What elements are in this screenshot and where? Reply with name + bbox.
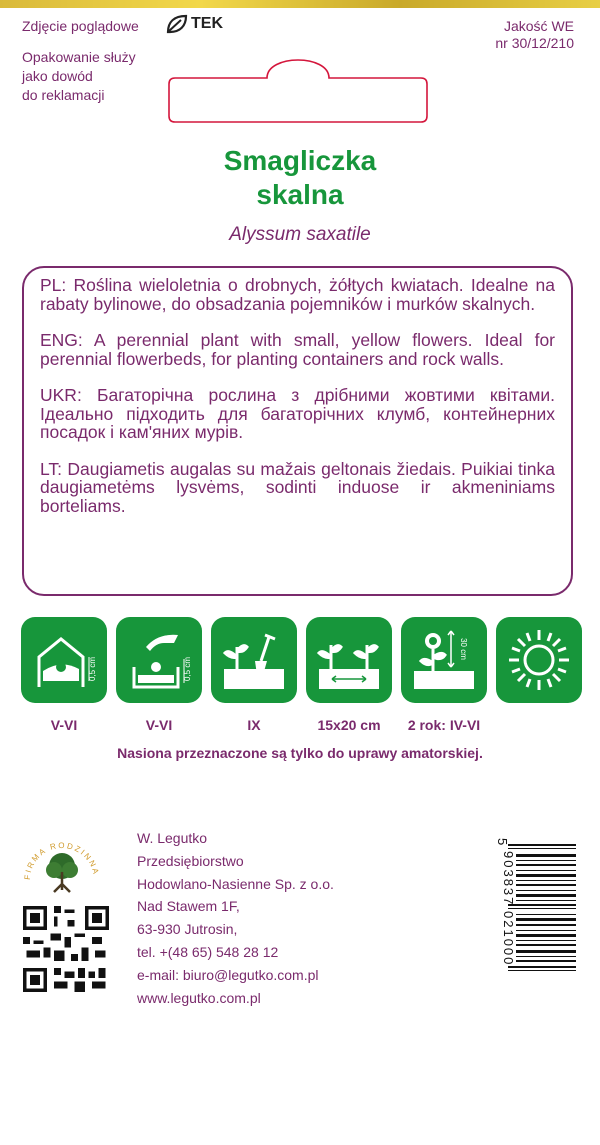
indoor-sowing-icon <box>116 617 202 703</box>
description-pl: PL: Roślina wieloletnia o drobnych, żółtych kwiatach. Idealne na rabaty bylinowe, do obsadzania pojemników i murków skalnych. <box>40 275 555 314</box>
sowing-depth-text: 0,5 cm <box>183 656 192 682</box>
top-photo-strip <box>0 0 600 8</box>
icon-label: V-VI <box>145 717 173 733</box>
address-line: 63-930 Jutrosin, <box>137 921 238 938</box>
icon-label: V-VI <box>50 717 78 733</box>
plant-spacing-icon <box>306 617 392 703</box>
address-line: Nad Stawem 1F, <box>137 898 240 915</box>
quality-line: Jakość WE <box>503 18 574 34</box>
address-line: W. Legutko <box>137 830 208 846</box>
icon-labels <box>21 717 582 733</box>
address-line: Hodowlano-Nasienne Sp. z o.o. <box>137 875 334 892</box>
latin-name: Alyssum saxatile <box>229 224 371 245</box>
description-eng: ENG: A perennial plant with small, yellow flowers. Ideal for perennial flowerbeds, for planting containers and rock walls. <box>40 330 555 369</box>
notice-line: do reklamacji <box>22 87 105 103</box>
tek-logo <box>166 14 223 34</box>
planting-out-icon <box>211 617 297 703</box>
title-line: skalna <box>256 179 344 210</box>
notice-line: Opakowanie służy <box>22 49 136 65</box>
greenhouse-sowing-icon <box>21 617 107 703</box>
full-sun-icon <box>496 617 582 703</box>
family-company-logo <box>22 836 102 900</box>
icon-label: 15x20 cm <box>317 717 381 733</box>
address-line: Przedsiębiorstwo <box>137 852 244 869</box>
cultivation-icons <box>21 617 582 703</box>
qr-code <box>23 906 109 992</box>
address-line: tel. +(48 65) 548 28 12 <box>137 943 279 960</box>
sowing-depth-text: 0,5 cm <box>88 656 97 682</box>
hang-tab-window <box>167 52 429 124</box>
company-address <box>137 827 334 1009</box>
leaf-icon <box>166 14 188 34</box>
icon-label: 2 rok: IV-VI <box>407 717 481 733</box>
product-title <box>0 144 600 212</box>
title-line: Smagliczka <box>223 145 377 176</box>
amateur-notice: Nasiona przeznaczone są tylko do uprawy amatorskiej. <box>117 745 483 761</box>
quality-info <box>495 18 574 52</box>
barcode-digit-first: 5 <box>495 838 510 846</box>
notice-line: jako dowód <box>22 68 93 84</box>
icon-label <box>496 717 582 733</box>
flowering-height-icon <box>401 617 487 703</box>
brand-text: TEK <box>191 15 223 32</box>
description-box <box>22 266 573 596</box>
complaint-notice <box>22 48 136 105</box>
logo-text: FIRMA RODZINNA <box>22 840 101 881</box>
height-text: 30 cm <box>459 638 468 660</box>
ean-barcode <box>490 830 580 986</box>
preview-label: Zdjęcie poglądowe <box>22 18 139 34</box>
address-line: www.legutko.com.pl <box>137 989 261 1006</box>
icon-label: IX <box>247 717 261 733</box>
address-line: e-mail: biuro@legutko.com.pl <box>137 966 319 983</box>
quality-line: nr 30/12/210 <box>495 35 574 51</box>
description-lt: LT: Daugiametis augalas su mažais geltonais žiedais. Puikiai tinka daugiametėms lysvėms, sodinti induose ir akmeniniams borteliams. <box>40 458 555 516</box>
description-ukr: UKR: Багаторічна рослина з дрібними жовтими квітами. Ідеально підходить для багаторічних клумб, контейнерних посадок і кам'яних мурів. <box>40 385 555 442</box>
barcode-digits-left: 903837 <box>501 851 516 907</box>
barcode-digits-right: 021000 <box>501 911 516 967</box>
